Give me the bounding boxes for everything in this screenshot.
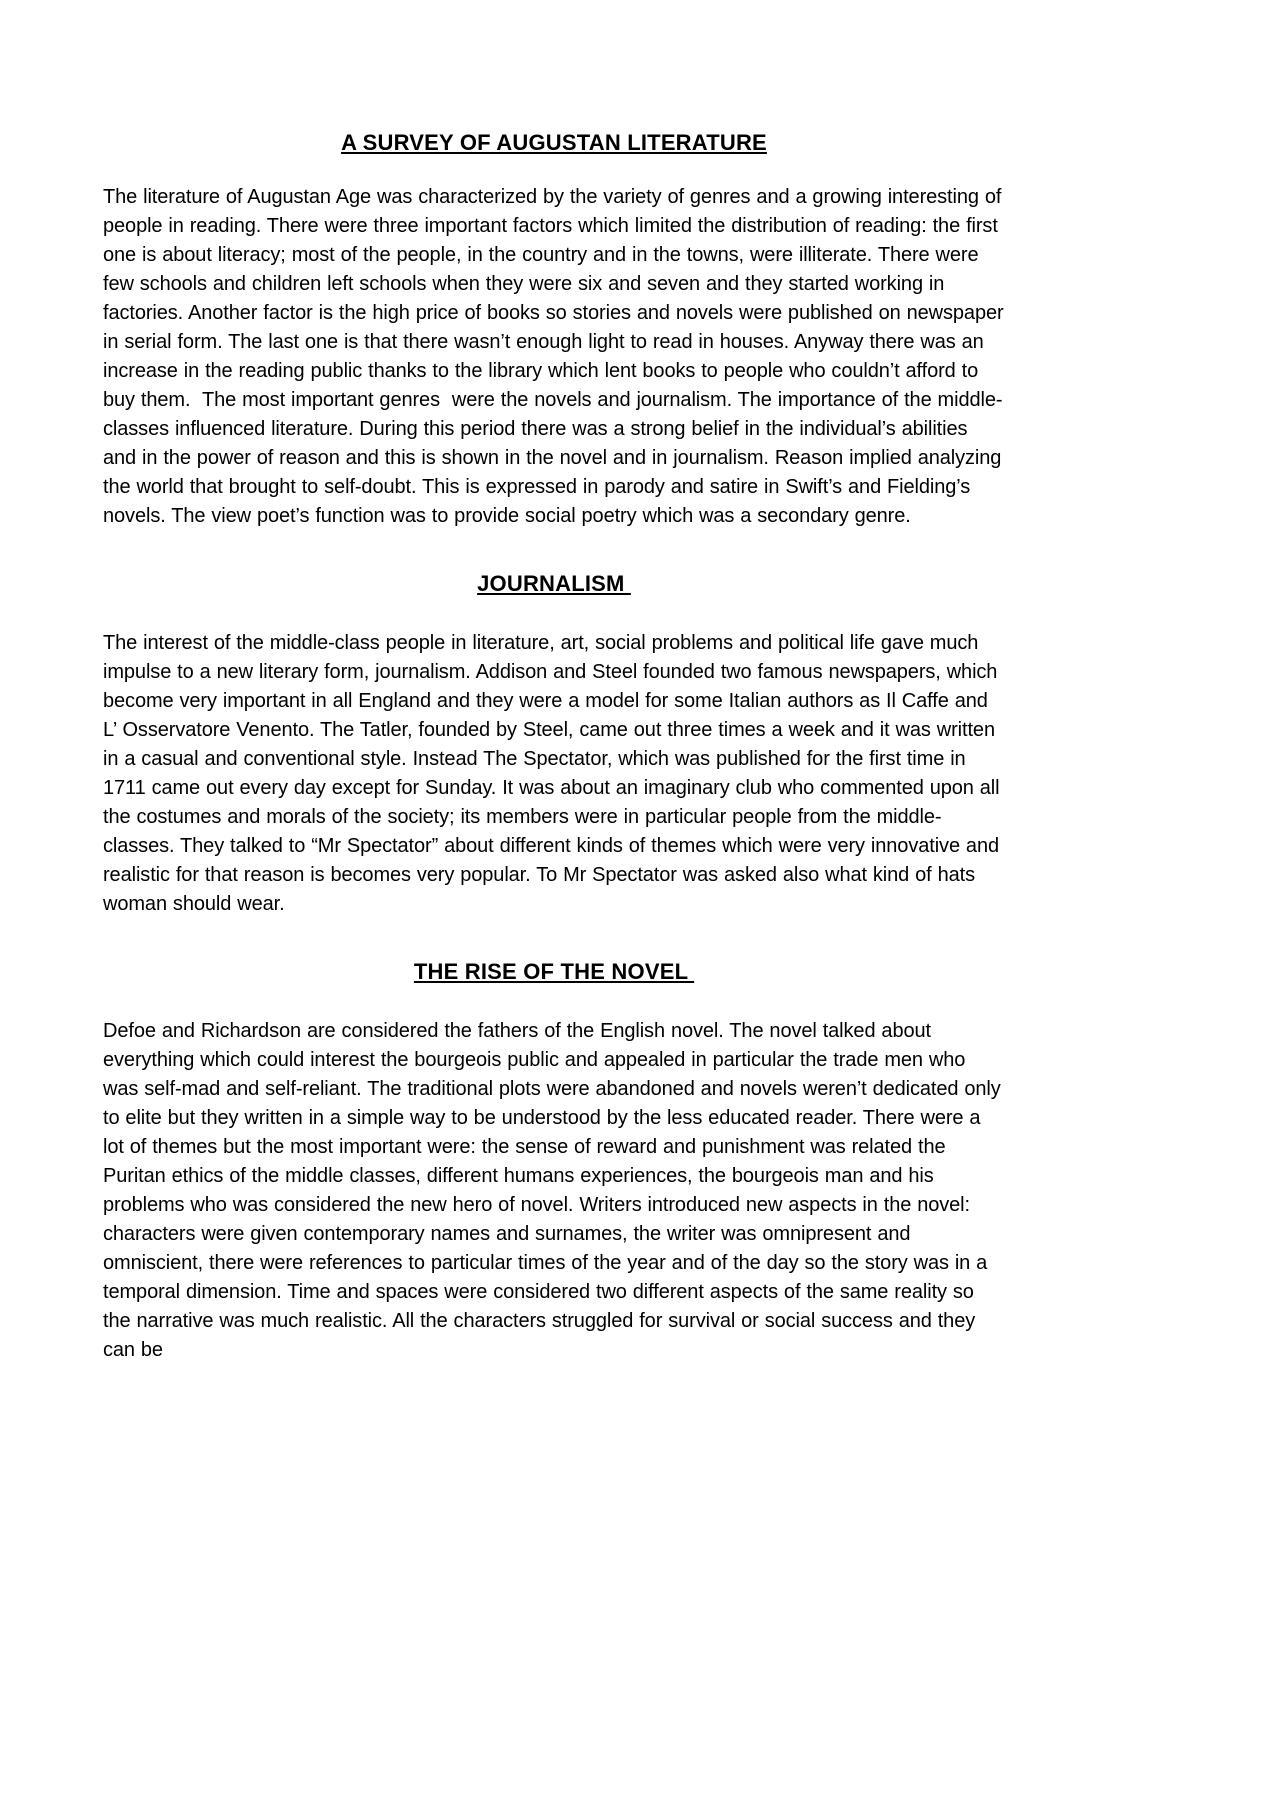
- heading-journalism: JOURNALISM: [477, 571, 631, 596]
- paragraph-rise-of-the-novel: Defoe and Richardson are considered the fathers of the English novel. The novel talked about everything which could interest the bourgeois public and appealed in particular the trade men who was self-mad and self-reliant. The traditional plots were abandoned and novels weren’t dedicated only to elite but they written in a simple way to be understood by the less educated reader. There were a lot of themes but the most important were: the sense of reward and punishment was related the Puritan ethics of the middle classes, different humans experiences, the bourgeois man and his problems who was considered the new hero of novel. Writers introduced new aspects in the novel: characters were given contemporary names and surnames, the writer was omnipresent and omniscient, there were references to particular times of the year and of the day so the story was in a temporal dimension. Time and spaces were considered two different aspects of the same reality so the narrative was much realistic. All the characters struggled for survival or social success and they can be: [103, 1020, 1007, 1361]
- paragraph-survey-of-augustan-literature: The literature of Augustan Age was characterized by the variety of genres and a growing interesting of people in reading. There were three important factors which limited the distribution of reading: the first one is about literacy; most of the people, in the country and in the towns, were illiterate. There were few schools and children left schools when they were six and seven and they started working in factories. Another factor is the high price of books so stories and novels were published on newspaper in serial form. The last one is that there wasn’t enough light to read in houses. Anyway there was an increase in the reading public thanks to the library which lent books to people who couldn’t afford to buy them. The most important genres were the novels and journalism. The importance of the middle-classes influenced literature. During this period there was a strong belief in the individual’s abilities and in the power of reason and this is shown in the novel and in journalism. Reason implied analyzing the world that brought to self-doubt. This is expressed in parody and satire in Swift’s and Fielding’s novels. The view poet’s function was to provide social poetry which was a secondary genre.: [103, 186, 1010, 527]
- heading-rise-of-the-novel: THE RISE OF THE NOVEL: [413, 959, 695, 984]
- document-content: [103, 0, 1010, 1365]
- document-title: A SURVEY OF AUGUSTAN LITERATURE: [341, 130, 767, 155]
- paragraph-journalism: The interest of the middle-class people in literature, art, social problems and political life gave much impulse to a new literary form, journalism. Addison and Steel founded two famous newspapers, which become very important in all England and they were a model for some Italian authors as Il Caffe and L’ Osservatore Venento. The Tatler, founded by Steel, came out three times a week and it was written in a casual and conventional style. Instead The Spectator, which was published for the first time in 1711 came out every day except for Sunday. It was about an imaginary club who commented upon all the costumes and morals of the society; its members were in particular people from the middle-classes. They talked to “Mr Spectator” about different kinds of themes which were very innovative and realistic for that reason is becomes very popular. To Mr Spectator was asked also what kind of hats woman should wear.: [103, 632, 1006, 915]
